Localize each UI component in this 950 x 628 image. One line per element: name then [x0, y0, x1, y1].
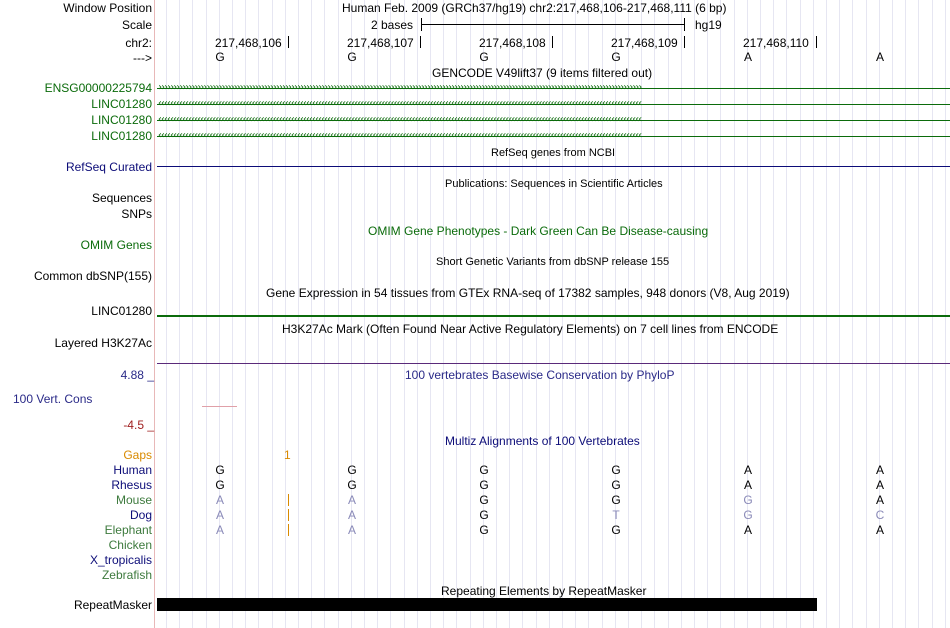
reference-base: A	[743, 50, 752, 64]
publications-snps-label[interactable]: SNPs	[121, 207, 152, 221]
grid-line	[430, 0, 431, 628]
multiz-base: G	[611, 478, 621, 492]
grid-line	[536, 0, 537, 628]
publications-sequences-label[interactable]: Sequences	[91, 191, 152, 205]
multiz-base: G	[347, 478, 357, 492]
multiz-gaps-value: 1	[284, 448, 291, 462]
grid-line	[905, 0, 906, 628]
scale-bar-left-end	[421, 18, 422, 31]
reference-base: A	[875, 50, 884, 64]
grid-line	[311, 0, 312, 628]
strand-label: --->	[133, 51, 152, 65]
chrom-label: chr2:	[125, 36, 152, 50]
window-position-value: Human Feb. 2009 (GRCh37/hg19) chr2:217,468,106-217,468,111 (6 bp)	[342, 1, 727, 15]
refseq-track-line	[157, 166, 950, 167]
grid-line	[575, 0, 576, 628]
publications-track-title: Publications: Sequences in Scientific Articles	[445, 178, 663, 190]
grid-line	[258, 0, 259, 628]
scale-assembly: hg19	[695, 18, 722, 32]
phylop-track-label[interactable]: 100 Vert. Cons	[13, 392, 93, 406]
multiz-base: A	[347, 493, 356, 507]
grid-line	[813, 0, 814, 628]
grid-line	[364, 0, 365, 628]
multiz-base: G	[479, 463, 489, 477]
grid-line	[800, 0, 801, 628]
grid-line	[707, 0, 708, 628]
multiz-species-label[interactable]: X_tropicalis	[89, 553, 152, 567]
multiz-insertion-marker	[288, 524, 289, 536]
multiz-species-label[interactable]: Chicken	[108, 538, 152, 552]
multiz-base: G	[611, 493, 621, 507]
grid-line	[298, 0, 299, 628]
multiz-base: A	[215, 523, 224, 537]
scale-label: Scale	[121, 18, 152, 32]
multiz-insertion-marker	[288, 509, 289, 521]
repeatmasker-track-title: Repeating Elements by RepeatMasker	[441, 584, 647, 598]
multiz-species-label[interactable]: Dog	[129, 508, 152, 522]
label-divider	[154, 0, 155, 628]
multiz-base: G	[479, 493, 489, 507]
refseq-track-title: RefSeq genes from NCBI	[491, 147, 616, 159]
ruler-position: 217,468,108	[479, 36, 546, 50]
multiz-base: G	[479, 478, 489, 492]
dbsnp-track-title: Short Genetic Variants from dbSNP release 155	[436, 256, 670, 268]
multiz-base: T	[612, 508, 620, 522]
multiz-base: A	[875, 493, 884, 507]
grid-line	[232, 0, 233, 628]
multiz-base: G	[347, 463, 357, 477]
grid-line	[826, 0, 827, 628]
multiz-insertion-marker	[288, 494, 289, 506]
multiz-base: G	[215, 478, 225, 492]
gencode-item-label[interactable]: LINC01280	[91, 97, 152, 111]
gencode-item-label[interactable]: LINC01280	[91, 113, 152, 127]
multiz-base: G	[215, 463, 225, 477]
multiz-base: A	[743, 478, 752, 492]
grid-line	[668, 0, 669, 628]
grid-line	[932, 0, 933, 628]
ruler-tick	[684, 36, 685, 48]
grid-line	[562, 0, 563, 628]
grid-line	[443, 0, 444, 628]
ruler-tick	[420, 36, 421, 48]
multiz-base: A	[743, 463, 752, 477]
multiz-base: G	[611, 463, 621, 477]
repeatmasker-track-label[interactable]: RepeatMasker	[73, 598, 152, 612]
gtex-track-line	[157, 315, 950, 317]
grid-line	[390, 0, 391, 628]
repeatmasker-block[interactable]	[157, 598, 817, 611]
grid-line	[522, 0, 523, 628]
multiz-base: G	[479, 523, 489, 537]
multiz-base: G	[743, 493, 753, 507]
grid-line	[272, 0, 273, 628]
grid-line	[338, 0, 339, 628]
grid-line	[404, 0, 405, 628]
scale-bar-right-end	[684, 18, 685, 31]
multiz-base: A	[743, 523, 752, 537]
grid-line	[681, 0, 682, 628]
grid-line	[549, 0, 550, 628]
grid-line	[192, 0, 193, 628]
h3k27ac-track-title: H3K27Ac Mark (Often Found Near Active Regulatory Elements) on 7 cell lines from ENCODE	[282, 322, 779, 336]
ruler-position: 217,468,109	[611, 36, 678, 50]
ruler-tick	[816, 36, 817, 48]
omim-track-title: OMIM Gene Phenotypes - Dark Green Can Be Disease-causing	[368, 224, 709, 238]
multiz-gaps-label[interactable]: Gaps	[123, 448, 152, 462]
phylop-signal	[202, 406, 237, 407]
multiz-base: A	[875, 463, 884, 477]
grid-line	[641, 0, 642, 628]
window-position-label: Window Position	[63, 1, 152, 15]
grid-line	[509, 0, 510, 628]
multiz-base: A	[875, 478, 884, 492]
scale-bar	[421, 24, 685, 25]
multiz-species-label[interactable]: Mouse	[115, 493, 152, 507]
h3k27ac-track-line	[157, 363, 950, 364]
phylop-min-label: -4.5 _	[123, 418, 154, 432]
ruler-tick	[552, 36, 553, 48]
reference-base: G	[479, 50, 489, 64]
multiz-base: A	[347, 523, 356, 537]
multiz-base: A	[215, 508, 224, 522]
grid-line	[892, 0, 893, 628]
grid-line	[377, 0, 378, 628]
reference-base: G	[215, 50, 225, 64]
grid-line	[324, 0, 325, 628]
strand-reverse-arrows: ‹‹‹‹‹‹‹‹‹‹‹‹‹‹‹‹‹‹‹‹‹‹‹‹‹‹‹‹‹‹‹‹‹‹‹‹‹‹‹‹‹‹‹‹‹‹‹‹‹‹‹‹‹‹‹‹‹‹‹‹‹‹‹‹‹‹‹‹‹‹‹‹‹‹‹‹‹‹‹‹‹‹‹‹‹‹‹‹‹‹‹‹‹‹‹‹‹‹‹‹‹‹‹‹‹‹‹‹‹‹‹‹‹‹‹‹‹‹‹‹‹‹‹‹‹‹‹‹‹‹‹‹‹‹‹‹‹‹‹‹‹‹‹‹‹‹‹‹‹‹‹‹‹‹‹‹‹‹‹‹	[157, 130, 641, 141]
grid-line	[417, 0, 418, 628]
multiz-species-label[interactable]: Zebrafish	[101, 568, 152, 582]
phylop-track-title: 100 vertebrates Basewise Conservation by PhyloP	[405, 368, 675, 382]
grid-line	[866, 0, 867, 628]
multiz-base: A	[347, 508, 356, 522]
ruler-position: 217,468,110	[743, 36, 809, 50]
grid-line	[786, 0, 787, 628]
gtex-track-title: Gene Expression in 54 tissues from GTEx RNA-seq of 17382 samples, 948 donors (V8, Aug 2019)	[266, 286, 790, 300]
reference-base: G	[347, 50, 357, 64]
multiz-base: G	[743, 508, 753, 522]
grid-line	[470, 0, 471, 628]
strand-reverse-arrows: ‹‹‹‹‹‹‹‹‹‹‹‹‹‹‹‹‹‹‹‹‹‹‹‹‹‹‹‹‹‹‹‹‹‹‹‹‹‹‹‹‹‹‹‹‹‹‹‹‹‹‹‹‹‹‹‹‹‹‹‹‹‹‹‹‹‹‹‹‹‹‹‹‹‹‹‹‹‹‹‹‹‹‹‹‹‹‹‹‹‹‹‹‹‹‹‹‹‹‹‹‹‹‹‹‹‹‹‹‹‹‹‹‹‹‹‹‹‹‹‹‹‹‹‹‹‹‹‹‹‹‹‹‹‹‹‹‹‹‹‹‹‹‹‹‹‹‹‹‹‹‹‹‹‹‹‹‹‹‹‹	[157, 114, 641, 125]
multiz-species-label[interactable]: Elephant	[104, 523, 152, 537]
grid-line	[734, 0, 735, 628]
h3k27ac-track-label[interactable]: Layered H3K27Ac	[54, 336, 152, 350]
grid-line	[654, 0, 655, 628]
reference-base: G	[611, 50, 621, 64]
multiz-base: A	[215, 493, 224, 507]
grid-line	[588, 0, 589, 628]
grid-line	[206, 0, 207, 628]
multiz-base: G	[611, 523, 621, 537]
gencode-track-title: GENCODE V49lift37 (9 items filtered out)	[432, 66, 653, 80]
grid-line	[945, 0, 946, 628]
grid-line	[694, 0, 695, 628]
gtex-track-label[interactable]: LINC01280	[91, 304, 152, 318]
gencode-item-label[interactable]: ENSG00000225794	[44, 81, 152, 95]
grid-line	[602, 0, 603, 628]
ruler-tick	[288, 36, 289, 48]
ruler-position: 217,468,106	[215, 36, 282, 50]
grid-line	[918, 0, 919, 628]
grid-line	[628, 0, 629, 628]
dbsnp-track-label[interactable]: Common dbSNP(155)	[33, 269, 152, 283]
grid-line	[720, 0, 721, 628]
multiz-base: G	[479, 508, 489, 522]
grid-line	[773, 0, 774, 628]
phylop-max-label: 4.88 _	[120, 368, 154, 382]
grid-line	[245, 0, 246, 628]
ruler-position: 217,468,107	[347, 36, 414, 50]
multiz-base: A	[875, 523, 884, 537]
grid-line	[166, 0, 167, 628]
omim-track-label[interactable]: OMIM Genes	[80, 238, 152, 252]
grid-line	[456, 0, 457, 628]
grid-line	[496, 0, 497, 628]
multiz-base: C	[875, 508, 885, 522]
multiz-species-label[interactable]: Human	[113, 463, 152, 477]
gencode-item-label[interactable]: LINC01280	[91, 129, 152, 143]
grid-line	[852, 0, 853, 628]
scale-value: 2 bases	[371, 18, 414, 32]
strand-forward-arrows: ››››››››››››››››››››››››››››››››››››››››››››››››››››››››››››››››››››››››››››››››››››››››››››››››››››››››››››››››››››››››››››››››››››››››››››››››››››››››››››››››	[157, 82, 641, 93]
refseq-track-label[interactable]: RefSeq Curated	[65, 160, 152, 174]
multiz-species-label[interactable]: Rhesus	[111, 478, 152, 492]
grid-line	[839, 0, 840, 628]
multiz-track-title: Multiz Alignments of 100 Vertebrates	[445, 434, 640, 448]
grid-line	[179, 0, 180, 628]
strand-reverse-arrows: ‹‹‹‹‹‹‹‹‹‹‹‹‹‹‹‹‹‹‹‹‹‹‹‹‹‹‹‹‹‹‹‹‹‹‹‹‹‹‹‹‹‹‹‹‹‹‹‹‹‹‹‹‹‹‹‹‹‹‹‹‹‹‹‹‹‹‹‹‹‹‹‹‹‹‹‹‹‹‹‹‹‹‹‹‹‹‹‹‹‹‹‹‹‹‹‹‹‹‹‹‹‹‹‹‹‹‹‹‹‹‹‹‹‹‹‹‹‹‹‹‹‹‹‹‹‹‹‹‹‹‹‹‹‹‹‹‹‹‹‹‹‹‹‹‹‹‹‹‹‹‹‹‹‹‹‹‹‹‹‹	[157, 98, 641, 109]
grid-line	[760, 0, 761, 628]
grid-line	[285, 0, 286, 628]
